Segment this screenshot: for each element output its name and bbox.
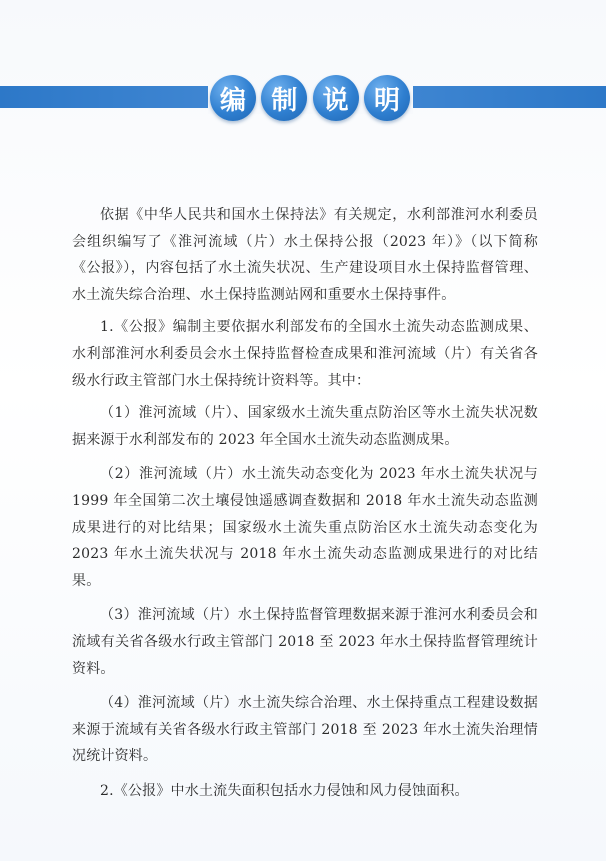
paragraph-1-item-3: （3）淮河流域（片）水土保持监督管理数据来源于淮河水利委员会和流域有关省各级水行政主管部门 2018 至 2023 年水土保持监督管理统计资料。: [72, 607, 538, 677]
intro-paragraph: 依据《中华人民共和国水土保持法》有关规定，水利部淮河水利委员会组织编写了《淮河流域（片）水土保持公报（2023 年）》（以下简称《公报》），内容包括了水土流失状况、生产建设项目水土保持监督管理、水土流失综合治理、水土保持监测站网和重要水土保持事件。: [72, 207, 538, 303]
paragraph-2: 2.《公报》中水土流失面积包括水力侵蚀和风力侵蚀面积。: [100, 782, 469, 799]
paragraph-1-item-2: （2）淮河流域（片）水土流失动态变化为 2023 年水土流失状况与 1999 年全国第二次土壤侵蚀遥感调查数据和 2018 年水土流失动态监测成果进行的对比结果；国家级水土流失重点防治区水土流失动态变化为 2023 年水土流失状况与 2018 年水土流失动态监测成果进行的对比结果。: [72, 466, 538, 589]
paragraph-1-item-4: （4）淮河流域（片）水土流失综合治理、水土保持重点工程建设数据来源于流域有关省各级水行政主管部门 2018 至 2023 年水土流失治理情况统计资料。: [72, 695, 538, 765]
page-title: [210, 72, 410, 124]
title-char-1: 编: [210, 75, 256, 121]
title-char-4: 明: [364, 75, 410, 121]
body-text: [72, 202, 538, 810]
paragraph-1: 1.《公报》编制主要依据水利部发布的全国水土流失动态监测成果、水利部淮河水利委员会水土保持监督检查成果和淮河流域（片）有关省各级水行政主管部门水土保持统计资料等。其中：: [72, 319, 538, 389]
title-char-2: 制: [261, 75, 307, 121]
title-char-3: 说: [313, 75, 359, 121]
paragraph-1-item-1: （1）淮河流域（片）、国家级水土流失重点防治区等水土流失状况数据来源于水利部发布的 2023 年全国水土流失动态监测成果。: [72, 405, 538, 448]
